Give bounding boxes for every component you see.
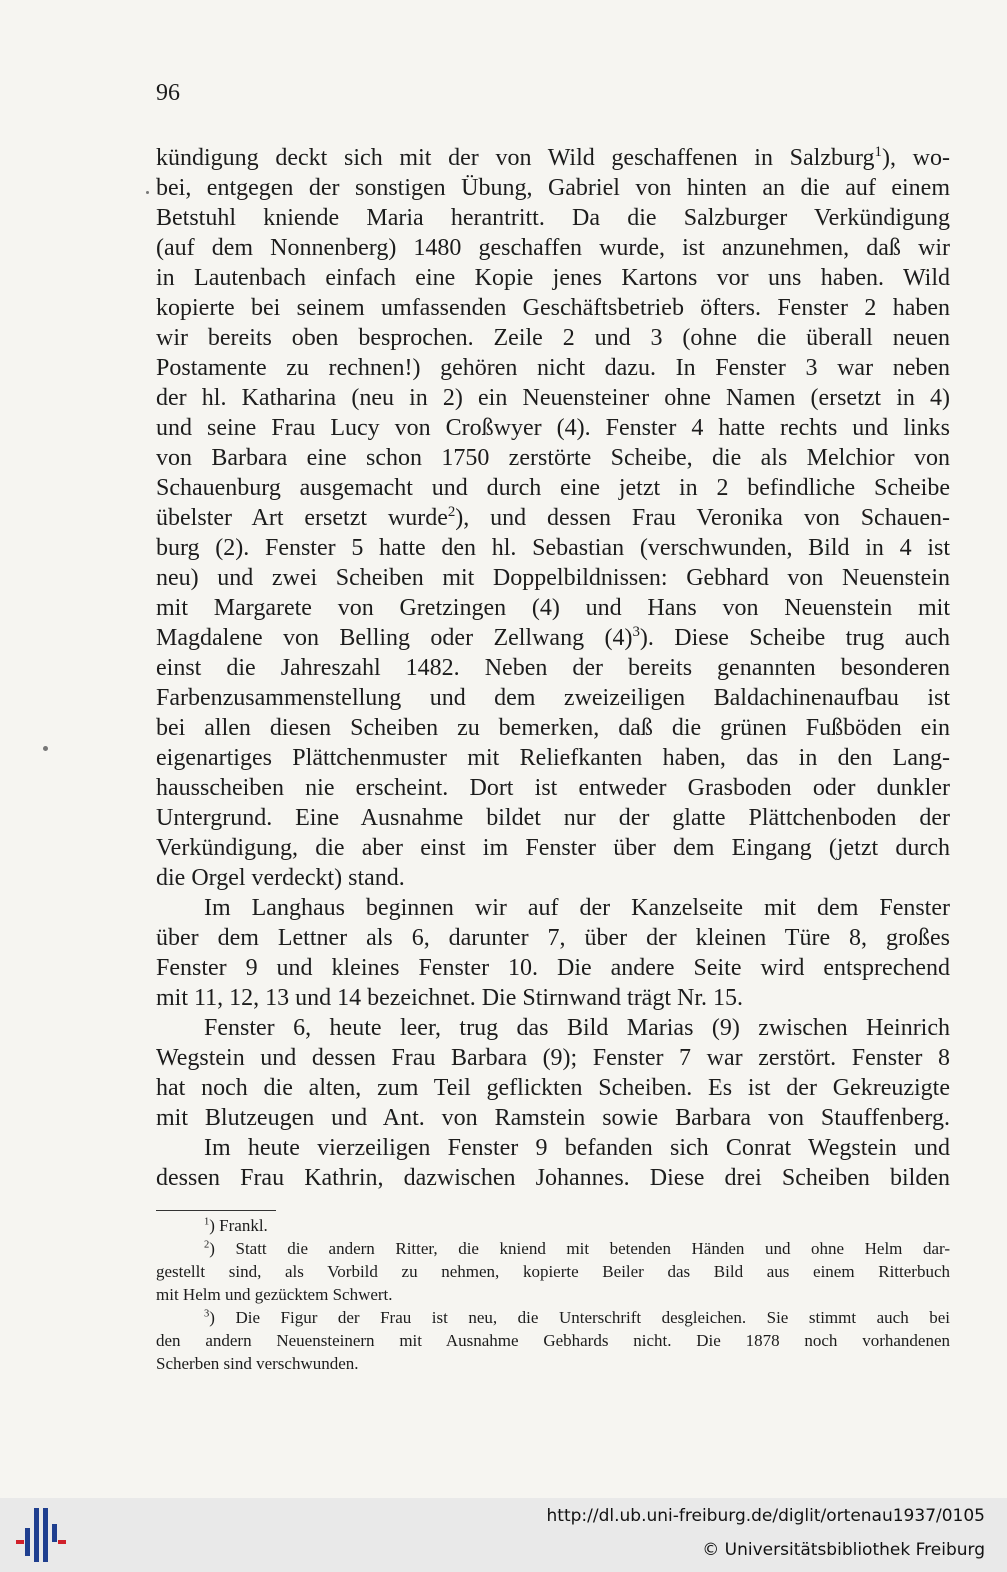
footnote-text: Scherben sind verschwunden. [156,1354,359,1373]
text-line [156,1103,950,1133]
line-text: und seine Frau Lucy von Croßwyer (4). Fenster 4 hatte rechts und links [156,415,950,441]
text-line [156,293,950,323]
text-line [156,743,950,773]
text-line [156,443,950,473]
line-text: einst die Jahreszahl 1482. Neben der bereits genannten besonderen [156,655,950,681]
text-line [156,863,950,893]
text-line [156,803,950,833]
line-text: über dem Lettner als 6, darunter 7, über der kleinen Türe 8, großes [156,925,950,951]
footnote-text: den andern Neuensteinern mit Ausnahme Gebhards nicht. Die 1878 noch vorhandenen [156,1331,950,1350]
line-text: Untergrund. Eine Ausnahme bildet nur der glatte Plättchenboden der [156,805,950,831]
footnote-ref: 3 [632,624,640,640]
text-line [156,203,950,233]
line-text: eigenartiges Plättchenmuster mit Reliefkanten haben, das in den Lang- [156,745,950,771]
line-text: von Barbara eine schon 1750 zerstörte Scheibe, die als Melchior von [156,445,950,471]
footnote-line [156,1237,950,1260]
text-line [156,1073,950,1103]
ub-freiburg-logo-icon[interactable] [12,1504,68,1566]
line-text: hausscheiben nie erscheint. Dort ist entweder Grasboden oder dunkler [156,775,950,801]
line-text: burg (2). Fenster 5 hatte den hl. Sebastian (verschwunden, Bild in 4 ist [156,535,950,561]
footnotes [156,1214,950,1375]
text-line [156,713,950,743]
text-line [156,533,950,563]
text-line [156,503,950,533]
line-text: Wegstein und dessen Frau Barbara (9); Fenster 7 war zerstört. Fenster 8 [156,1045,950,1071]
text-line [156,983,950,1013]
line-text-cont: ), wo- [881,145,950,171]
line-text: Im heute vierzeiligen Fenster 9 befanden sich Conrat Wegstein und [204,1135,950,1161]
line-text: Fenster 6, heute leer, trug das Bild Marias (9) zwischen Heinrich [204,1015,950,1041]
text-line [156,383,950,413]
footnote-marker: 3 [204,1308,210,1320]
footnote-marker: 2 [204,1239,210,1251]
footnote-ref: 1 [874,144,882,160]
line-text: bei allen diesen Scheiben zu bemerken, daß die grünen Fußböden ein [156,715,950,741]
line-text: Farbenzusammenstellung und dem zweizeiligen Baldachinenaufbau ist [156,685,950,711]
line-text: mit Blutzeugen und Ant. von Ramstein sowie Barbara von Stauffenberg. [156,1105,950,1131]
line-text: Postamente zu rechnen!) gehören nicht dazu. In Fenster 3 war neben [156,355,950,381]
scan-speck [146,191,149,194]
text-line [156,1013,950,1043]
text-line [156,683,950,713]
line-text: Magdalene von Belling oder Zellwang (4) [156,625,633,651]
permalink-url[interactable]: http://dl.ub.uni-freiburg.de/diglit/ortenau1937/0105 [546,1506,985,1526]
text-line [156,593,950,623]
text-line [156,143,950,173]
line-text: kündigung deckt sich mit der von Wild geschaffenen in Salzburg [156,145,875,171]
text-line [156,173,950,203]
text-line [156,833,950,863]
footnote-text: mit Helm und gezücktem Schwert. [156,1285,393,1304]
text-line [156,323,950,353]
text-line [156,893,950,923]
text-line [156,473,950,503]
line-text-cont: ). Diese Scheibe trug auch [639,625,950,651]
footnote-line [156,1214,950,1237]
line-text: mit Margarete von Gretzingen (4) und Hans von Neuenstein mit [156,595,950,621]
text-line [156,563,950,593]
page-number: 96 [156,80,180,106]
line-text: die Orgel verdeckt) stand. [156,865,405,891]
footnote-text: ) Die Figur der Frau ist neu, die Unterschrift desgleichen. Sie stimmt auch bei [209,1308,950,1327]
text-line [156,653,950,683]
line-text: übelster Art ersetzt wurde [156,505,448,531]
line-text: dessen Frau Kathrin, dazwischen Johannes. Diese drei Scheiben bilden [156,1165,950,1191]
line-text: kopierte bei seinem umfassenden Geschäftsbetrieb öfters. Fenster 2 haben [156,295,950,321]
scan-speck [43,746,48,751]
line-text-cont: ), und dessen Frau Veronika von Schauen- [455,505,950,531]
text-line [156,953,950,983]
text-line [156,413,950,443]
text-line [156,623,950,653]
footnote-separator [156,1210,276,1211]
copyright-notice: © Universitätsbibliothek Freiburg [702,1540,985,1560]
footnote-line [156,1306,950,1329]
line-text: neu) und zwei Scheiben mit Doppelbildnissen: Gebhard von Neuenstein [156,565,950,591]
line-text: Im Langhaus beginnen wir auf der Kanzelseite mit dem Fenster [204,895,950,921]
text-line [156,263,950,293]
text-line [156,1163,950,1193]
footnote-line [156,1260,950,1283]
line-text: bei, entgegen der sonstigen Übung, Gabriel von hinten an die auf einem [156,175,950,201]
footnote-text: gestellt sind, als Vorbild zu nehmen, kopierte Beiler das Bild aus einem Ritterbuch [156,1262,950,1281]
line-text: in Lautenbach einfach eine Kopie jenes Kartons vor uns haben. Wild [156,265,950,291]
text-line [156,923,950,953]
text-line [156,233,950,263]
line-text: Fenster 9 und kleines Fenster 10. Die andere Seite wird entsprechend [156,955,950,981]
line-text: Betstuhl kniende Maria herantritt. Da die Salzburger Verkündigung [156,205,950,231]
footnote-ref: 2 [447,504,456,520]
text-line [156,773,950,803]
line-text: wir bereits oben besprochen. Zeile 2 und 3 (ohne die überall neuen [156,325,950,351]
line-text: mit 11, 12, 13 und 14 bezeichnet. Die Stirnwand trägt Nr. 15. [156,985,744,1011]
line-text: Schauenburg ausgemacht und durch eine jetzt in 2 befindliche Scheibe [156,475,950,501]
body-text [156,143,950,1193]
text-line [156,353,950,383]
line-text: (auf dem Nonnenberg) 1480 geschaffen wurde, ist anzunehmen, daß wir [156,235,950,261]
footnote-marker: 1 [204,1216,210,1228]
footnote-line [156,1283,950,1306]
footnote-line [156,1329,950,1352]
text-line [156,1043,950,1073]
text-line [156,1133,950,1163]
line-text: hat noch die alten, zum Teil geflickten Scheiben. Es ist der Gekreuzigte [156,1075,950,1101]
footnote-text: ) Statt die andern Ritter, die kniend mit betenden Händen und ohne Helm dar- [209,1239,950,1258]
footnote-line [156,1352,950,1375]
line-text: Verkündigung, die aber einst im Fenster über dem Eingang (jetzt durch [156,835,950,861]
viewer-footer [0,1498,1007,1572]
footnote-text: ) Frankl. [209,1216,268,1235]
line-text: der hl. Katharina (neu in 2) ein Neuensteiner ohne Namen (ersetzt in 4) [156,385,950,411]
